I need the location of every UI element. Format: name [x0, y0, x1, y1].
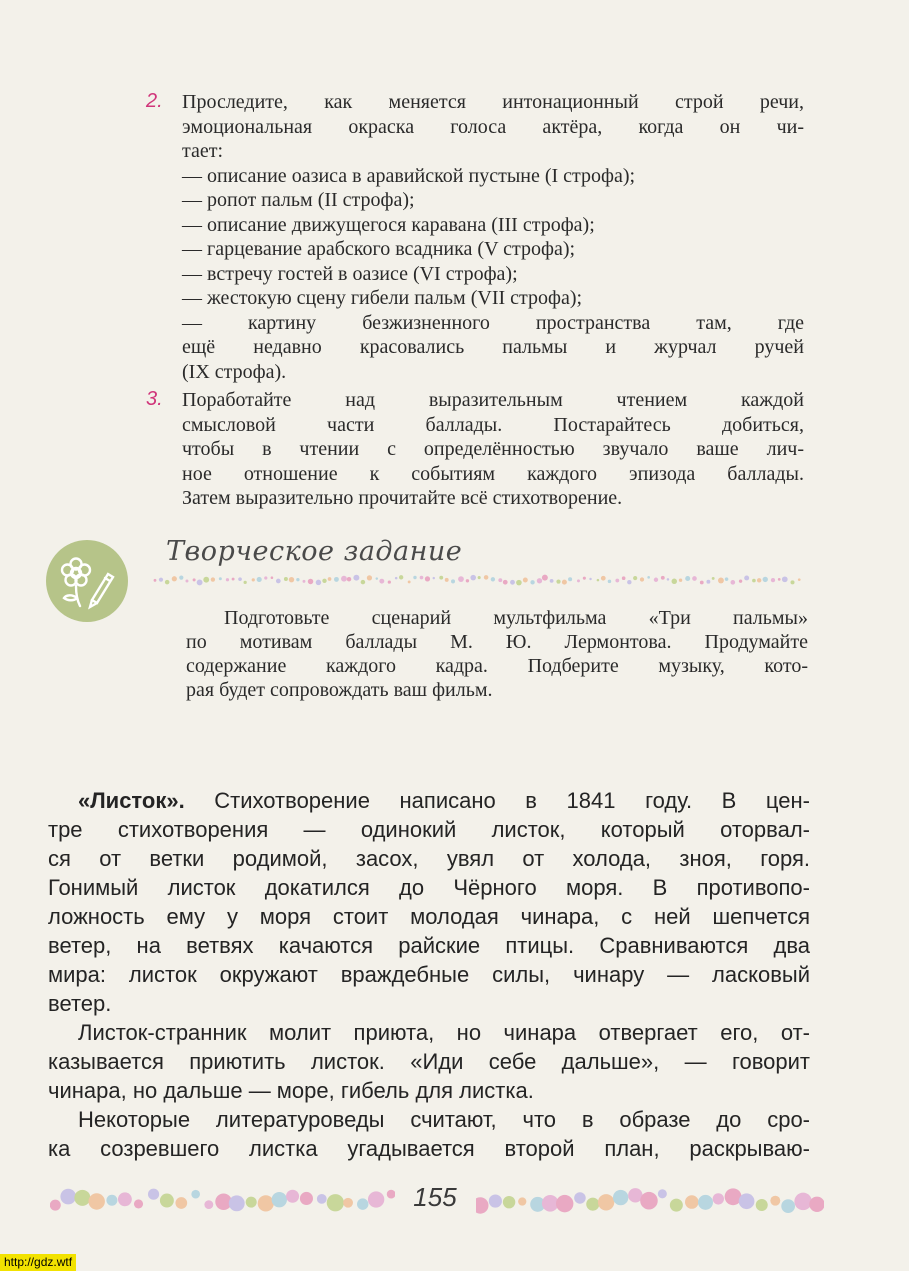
decorative-dot	[658, 1189, 667, 1198]
decorative-dot	[317, 1194, 327, 1204]
decorative-dot	[408, 580, 411, 583]
decorative-dot	[258, 1195, 274, 1211]
question-number-3: 3.	[146, 388, 163, 410]
creative-line: Подготовьте сценарий мультфильма «Три пальмы»	[224, 607, 808, 629]
decorative-dot	[118, 1192, 132, 1206]
decorative-dot	[718, 578, 724, 584]
article-lead: «Листок».	[78, 788, 185, 813]
decorative-dot	[264, 576, 267, 579]
decorative-dot	[368, 1191, 384, 1207]
decorative-dot	[179, 576, 183, 580]
decorative-dot	[476, 1197, 488, 1213]
decorative-dot	[782, 576, 788, 582]
decorative-dot	[798, 578, 801, 581]
decorative-dot	[574, 1192, 586, 1204]
decorative-dot	[219, 577, 222, 580]
decorative-dot	[367, 575, 372, 580]
decorative-dot	[790, 580, 794, 584]
decorative-dot	[60, 1189, 76, 1205]
decorative-dot	[672, 579, 677, 584]
question-2	[182, 90, 804, 384]
decorative-dot	[361, 580, 366, 585]
decorative-dot	[347, 577, 352, 582]
article-line: тре стихотворения — одинокий листок, который оторвал-	[48, 817, 810, 842]
article-line: чинара, но дальше — море, гибель для листка.	[48, 1078, 534, 1103]
article-text	[48, 786, 810, 1163]
decorative-dot	[556, 1195, 573, 1212]
article-line: Гонимый листок докатился до Чёрного моря. В противопо-	[48, 875, 810, 900]
creative-line: рая будет сопровождать ваш фильм.	[186, 679, 493, 701]
decorative-dot	[238, 577, 242, 581]
decorative-dot	[106, 1195, 117, 1206]
decorative-dot	[232, 578, 235, 581]
footer-dots-right	[476, 1182, 824, 1218]
question-3	[182, 388, 804, 511]
decorative-dot	[530, 580, 534, 584]
q2-line: эмоциональная окраска голоса актёра, когда он чи-	[182, 115, 804, 138]
decorative-dot	[756, 1199, 768, 1211]
article-line: Некоторые литературоведы считают, что в образе до сро-	[78, 1107, 810, 1132]
q3-line: смысловой части баллады. Постарайтесь добиться,	[182, 413, 804, 436]
decorative-dot	[583, 577, 586, 580]
decorative-dot	[197, 580, 203, 586]
decorative-dot	[598, 1194, 614, 1210]
flower-pencil-icon	[46, 540, 128, 622]
decorative-dot	[601, 576, 606, 581]
watermark-url: http://gdz.wtf	[0, 1254, 76, 1271]
decorative-dots-divider	[150, 572, 805, 588]
decorative-dot	[700, 581, 704, 585]
creative-line: содержание каждого кадра. Подберите музыку, кото-	[186, 655, 808, 677]
q2-list-item: (IX строфа).	[182, 360, 287, 383]
decorative-dot	[763, 577, 768, 582]
decorative-dot	[226, 578, 229, 581]
decorative-dot	[193, 578, 196, 581]
decorative-dot	[589, 578, 591, 580]
decorative-dot	[770, 1196, 780, 1206]
decorative-dot	[433, 577, 435, 579]
decorative-dot	[523, 578, 528, 583]
decorative-dot	[542, 575, 548, 581]
q2-list-item: — описание движущегося каравана (III строфа);	[182, 213, 595, 236]
article-line: казывается приютить листок. «Иди себе дальше», — говорит	[48, 1049, 810, 1074]
decorative-dot	[343, 1198, 353, 1208]
article-line: ка созревшего листка угадывается второй план, раскрываю-	[48, 1136, 810, 1161]
decorative-dot	[341, 576, 347, 582]
decorative-dot	[451, 579, 455, 583]
article-line: мира: листок окружают враждебные силы, чинару — ласковый	[48, 962, 810, 987]
decorative-dot	[395, 577, 398, 580]
decorative-dot	[134, 1199, 143, 1208]
decorative-dot	[778, 578, 781, 581]
decorative-dot	[191, 1190, 200, 1199]
article-line: ложность ему у моря стоит молодая чинара, с ней шепчется	[48, 904, 810, 929]
decorative-dot	[586, 1198, 599, 1211]
decorative-dot	[165, 580, 170, 585]
decorative-dot	[744, 575, 749, 580]
decorative-dot	[725, 577, 729, 581]
footer-dots-left	[50, 1182, 395, 1218]
decorative-dot	[685, 1195, 699, 1209]
decorative-dot	[328, 577, 332, 581]
decorative-dot	[420, 576, 424, 580]
decorative-dot	[731, 580, 736, 585]
decorative-dot	[550, 579, 554, 583]
decorative-dot	[478, 576, 481, 579]
decorative-dot	[667, 578, 670, 581]
decorative-dot	[608, 580, 611, 583]
decorative-dot	[537, 578, 542, 583]
decorative-dot	[357, 1198, 368, 1209]
decorative-dot	[706, 580, 710, 584]
creative-task-title: Творческое задание	[166, 536, 463, 567]
decorative-dot	[334, 577, 339, 582]
decorative-dot	[50, 1200, 61, 1211]
decorative-dot	[303, 580, 306, 583]
q2-list-item: ещё недавно красовались пальмы и журчал ручей	[182, 336, 804, 358]
decorative-dot	[376, 577, 378, 579]
decorative-dot	[272, 1192, 287, 1207]
decorative-dot	[597, 579, 600, 582]
decorative-dot	[289, 577, 294, 582]
decorative-dot	[503, 1196, 515, 1208]
decorative-dot	[781, 1199, 795, 1213]
q3-line: Затем выразительно прочитайте всё стихотворение.	[182, 487, 623, 509]
decorative-dot	[510, 580, 515, 585]
q2-list-item: — встречу гостей в оазисе (VI строфа);	[182, 262, 518, 285]
q2-list-item: — жестокую сцену гибели пальм (VII строфа);	[182, 287, 583, 309]
decorative-dot	[757, 578, 761, 582]
decorative-dot	[577, 579, 580, 582]
decorative-dot	[503, 580, 508, 585]
decorative-dot	[752, 579, 756, 583]
decorative-dot	[154, 579, 157, 582]
decorative-dot	[458, 576, 464, 582]
decorative-dot	[296, 578, 299, 581]
decorative-dot	[518, 1197, 526, 1205]
decorative-dot	[739, 1193, 755, 1209]
q2-list-item: — гарцевание арабского всадника (V строфа);	[182, 238, 576, 260]
article-line: ветер, на ветвях качаются райские птицы. Сравниваются два	[48, 933, 810, 958]
decorative-dot	[640, 577, 644, 581]
article-line: ветер.	[48, 991, 112, 1016]
decorative-dot	[211, 577, 215, 581]
decorative-dot	[484, 575, 489, 580]
decorative-dot	[172, 576, 177, 581]
decorative-dot	[698, 1195, 713, 1210]
decorative-dot	[379, 579, 384, 584]
decorative-dot	[498, 578, 502, 582]
decorative-dot	[160, 1194, 174, 1208]
decorative-dot	[489, 1194, 502, 1207]
decorative-dot	[316, 580, 321, 585]
decorative-dot	[670, 1199, 683, 1212]
decorative-dot	[647, 576, 650, 579]
decorative-dot	[308, 579, 313, 584]
decorative-dot	[204, 1200, 213, 1209]
q2-line: Проследите, как меняется интонационный строй речи,	[182, 91, 804, 113]
decorative-dot	[175, 1197, 187, 1209]
decorative-dot	[185, 579, 188, 582]
decorative-dot	[809, 1197, 824, 1212]
decorative-dot	[388, 580, 391, 583]
decorative-dot	[425, 576, 430, 581]
decorative-dot	[74, 1190, 90, 1206]
decorative-dot	[286, 1190, 299, 1203]
decorative-dot	[300, 1192, 313, 1205]
decorative-dot	[627, 580, 631, 584]
decorative-dot	[613, 1190, 628, 1205]
q2-list-item: — картину безжизненного пространства там, где	[182, 311, 804, 334]
decorative-dot	[229, 1195, 245, 1211]
decorative-dot	[252, 578, 255, 581]
decorative-dot	[439, 576, 443, 580]
decorative-dot	[713, 1193, 724, 1204]
decorative-dot	[516, 580, 522, 586]
question-number-2: 2.	[146, 90, 163, 112]
page-number: 155	[413, 1182, 457, 1212]
q2-list-item: — описание оазиса в аравийской пустыне (I строфа);	[182, 164, 636, 187]
decorative-dot	[470, 575, 476, 581]
decorative-dot	[640, 1192, 658, 1210]
decorative-dot	[271, 576, 274, 579]
q3-line: чтобы в чтении с определённостью звучало ваше лич-	[182, 438, 804, 460]
decorative-dot	[654, 578, 658, 582]
decorative-dot	[622, 576, 626, 580]
q2-line: тает:	[182, 140, 224, 162]
decorative-dot	[679, 579, 682, 582]
decorative-dot	[685, 576, 690, 581]
decorative-dot	[148, 1189, 159, 1200]
decorative-dot	[399, 575, 403, 579]
decorative-dot	[246, 1197, 257, 1208]
decorative-dot	[712, 577, 715, 580]
q3-line: Поработайте над выразительным чтением каждой	[182, 389, 804, 411]
decorative-dot	[615, 579, 619, 583]
decorative-dot	[445, 578, 449, 582]
decorative-dot	[413, 576, 416, 579]
decorative-dot	[203, 577, 209, 583]
q3-line: ное отношение к событиям каждого эпизода баллады.	[182, 462, 804, 485]
decorative-dot	[491, 577, 495, 581]
decorative-dot	[244, 581, 247, 584]
decorative-dot	[257, 577, 262, 582]
decorative-dot	[322, 579, 326, 583]
article-line-text: Стихотворение написано в 1841 году. В цен-	[184, 788, 810, 813]
decorative-dot	[284, 577, 288, 581]
decorative-dot	[466, 579, 469, 582]
article-line: ся от ветки родимой, засох, увял от холода, зноя, горя.	[48, 846, 810, 871]
decorative-dot	[159, 578, 163, 582]
decorative-dot	[562, 580, 567, 585]
decorative-dot	[771, 578, 775, 582]
decorative-dot	[661, 576, 665, 580]
decorative-dot	[88, 1193, 104, 1209]
decorative-dot	[387, 1190, 395, 1199]
decorative-dot	[633, 576, 637, 580]
decorative-dot	[556, 579, 560, 583]
decorative-dot	[568, 577, 572, 581]
q2-list-item: — ропот пальм (II строфа);	[182, 189, 415, 211]
decorative-dot	[794, 1193, 811, 1210]
article-line: Листок-странник молит приюта, но чинара отвергает его, от-	[78, 1020, 810, 1045]
creative-task-text	[186, 606, 808, 702]
article-line	[48, 786, 810, 815]
decorative-dot	[739, 579, 742, 582]
decorative-dot	[353, 575, 359, 581]
decorative-dot	[276, 579, 281, 584]
decorative-dot	[692, 576, 697, 581]
decorative-dot	[327, 1194, 344, 1211]
creative-line: по мотивам баллады М. Ю. Лермонтова. Продумайте	[186, 631, 808, 653]
